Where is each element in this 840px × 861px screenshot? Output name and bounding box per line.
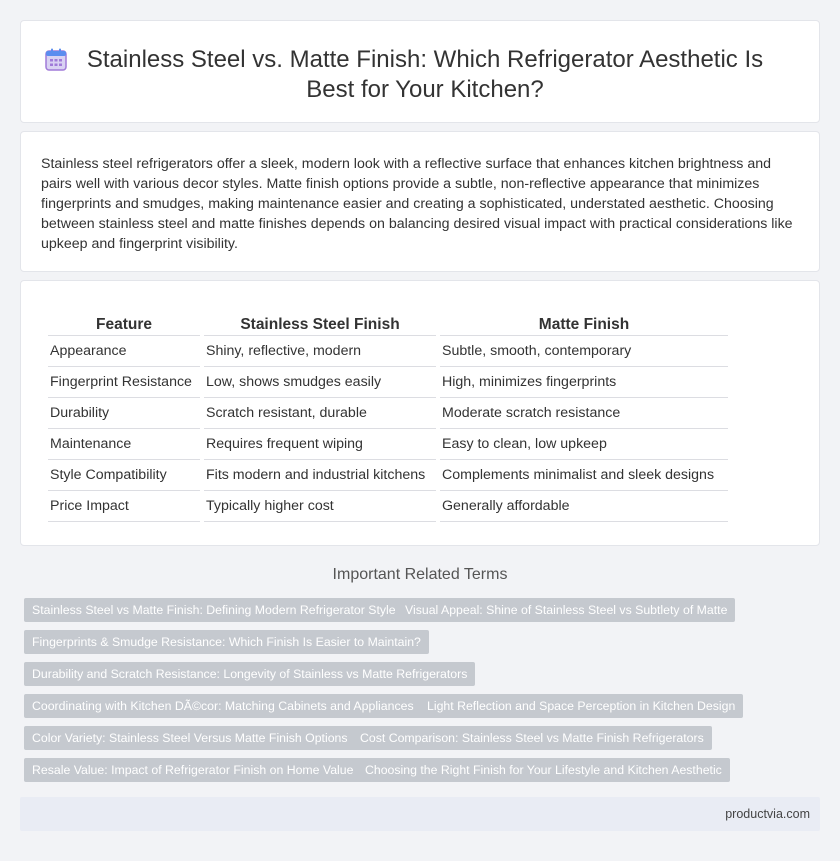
header-card: [20, 20, 820, 123]
intro-paragraph: Stainless steel refrigerators offer a sleek, modern look with a reflective surface that enhances kitchen brightness and pairs well with various decor styles. Matte finish options provide a subtle, non-reflective appearance that minimizes fingerprints and smudges, making maintenance easier and creating a sophisticated, understated aesthetic. Choosing between stainless steel and matte finishes depends on balancing desired visual impact with practical considerations like upkeep and fingerprint visibility.: [41, 156, 793, 252]
comparison-card: [20, 280, 820, 546]
table-row: [48, 429, 728, 460]
stainless-cell: Shiny, reflective, modern: [204, 336, 436, 367]
matte-cell: Moderate scratch resistance: [440, 398, 728, 429]
related-tag[interactable]: Stainless Steel vs Matte Finish: Defining Modern Refrigerator Style: [24, 598, 404, 622]
stainless-cell: Low, shows smudges easily: [204, 367, 436, 398]
intro-card: [20, 131, 820, 272]
footer-bar: [20, 797, 820, 831]
feature-cell: Price Impact: [48, 491, 200, 522]
related-tag[interactable]: Resale Value: Impact of Refrigerator Finish on Home Value: [24, 758, 361, 782]
table-row: [48, 460, 728, 491]
related-tag[interactable]: Durability and Scratch Resistance: Longevity of Stainless vs Matte Refrigerators: [24, 662, 475, 686]
related-terms-heading: Important Related Terms: [332, 566, 508, 583]
related-tag[interactable]: Choosing the Right Finish for Your Lifestyle and Kitchen Aesthetic: [357, 758, 730, 782]
feature-cell: Durability: [48, 398, 200, 429]
matte-cell: Easy to clean, low upkeep: [440, 429, 728, 460]
table-row: [48, 367, 728, 398]
stainless-cell: Typically higher cost: [204, 491, 436, 522]
matte-cell: High, minimizes fingerprints: [440, 367, 728, 398]
related-tag[interactable]: Coordinating with Kitchen DÃ©cor: Matching Cabinets and Appliances: [24, 694, 422, 718]
feature-cell: Style Compatibility: [48, 460, 200, 491]
related-tag[interactable]: Light Reflection and Space Perception in Kitchen Design: [419, 694, 743, 718]
related-tag[interactable]: Visual Appeal: Shine of Stainless Steel vs Subtlety of Matte: [397, 598, 735, 622]
stainless-cell: Scratch resistant, durable: [204, 398, 436, 429]
table-row: [48, 336, 728, 367]
table-row: [48, 398, 728, 429]
column-header-stainless: Stainless Steel Finish: [204, 314, 436, 336]
matte-cell: Generally affordable: [440, 491, 728, 522]
matte-cell: Complements minimalist and sleek designs: [440, 460, 728, 491]
column-header-matte: Matte Finish: [440, 314, 728, 336]
column-header-feature: Feature: [48, 314, 200, 336]
page-title: Stainless Steel vs. Matte Finish: Which Refrigerator Aesthetic Is Best for Your Kitchen?: [86, 46, 764, 103]
feature-cell: Appearance: [48, 336, 200, 367]
feature-cell: Fingerprint Resistance: [48, 367, 200, 398]
related-tag[interactable]: Color Variety: Stainless Steel Versus Matte Finish Options: [24, 726, 356, 750]
comparison-table: [44, 314, 732, 522]
stainless-cell: Requires frequent wiping: [204, 429, 436, 460]
footer-site-link[interactable]: productvia.com: [725, 807, 810, 821]
stainless-cell: Fits modern and industrial kitchens: [204, 460, 436, 491]
related-tag[interactable]: Fingerprints & Smudge Resistance: Which Finish Is Easier to Maintain?: [24, 630, 429, 654]
table-row: [48, 491, 728, 522]
matte-cell: Subtle, smooth, contemporary: [440, 336, 728, 367]
feature-cell: Maintenance: [48, 429, 200, 460]
related-tag[interactable]: Cost Comparison: Stainless Steel vs Matte Finish Refrigerators: [352, 726, 712, 750]
table-header-row: [48, 314, 728, 336]
